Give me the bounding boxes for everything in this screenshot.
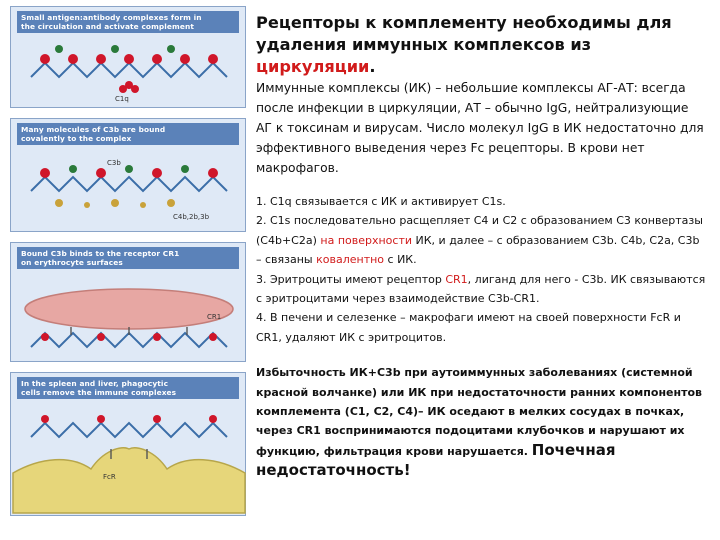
slide-title [256, 12, 708, 78]
fcr-label: FcR [103, 473, 116, 481]
clinical-note-text: Избыточность ИК+С3b при аутоиммунных заболеваниях (системной красной волчанке) или ИК при недостаточности ранних компонентов комплемента (С1, С2, С4)– ИК оседают в мелких сосудах в почках, через CR1 воспринимаются подоцитами клубочков и нарушают их функцию, фильтрация крови нарушается. [256, 366, 702, 458]
title-period: . [369, 57, 376, 76]
panel-3-caption: Bound C3b binds to the receptor CR1 on erythrocyte surfaces [17, 247, 239, 269]
figure-panel-1 [10, 6, 246, 108]
list-item-4: 4. В печени и селезенке – макрофаги имеют на своей поверхности FcR и CR1, удаляют ИК с эритроцитов. [256, 311, 681, 344]
figure-panel-2 [10, 118, 246, 232]
item-3-text-a: 3. Эритроциты имеют рецептор [256, 272, 446, 286]
c3b-label: C3b [107, 159, 121, 167]
item-3-text-b: , лиганд для него - C3b. ИК связываются с эритроцитами через взаимодействие С3b-CR1. [256, 272, 706, 306]
complement-figure [10, 6, 246, 526]
list-item-2 [256, 211, 708, 269]
fragments-label: C4b,2b,3b [173, 213, 210, 221]
item-2-text-c: с ИК. [384, 253, 417, 267]
mechanism-list [256, 192, 708, 347]
list-item-1: 1. C1q связывается с ИК и активирует С1s. [256, 195, 506, 208]
item-2-red-covalent: ковалентно [316, 253, 385, 267]
panel-1-caption: Small antigen:antibody complexes form in the circulation and activate complement [17, 11, 239, 33]
renal-failure-text: Почечная недостаточность! [256, 440, 616, 480]
figure-panel-3 [10, 242, 246, 362]
item-2-text-b: ИК, и далее – с образованием С3b. C4b, C2a, C3b – связаны [256, 233, 700, 267]
erythrocyte-shape [25, 289, 233, 329]
item-2-text-a: 2. C1s последовательно расщепляет С4 и С2 с образованием С3 конвертазы (С4b+С2a) [256, 214, 703, 247]
title-text: Рецепторы к комплементу необходимы для удаления иммунных комплексов из [256, 13, 672, 54]
title-red-text: циркуляции [256, 57, 370, 76]
text-column [256, 12, 708, 482]
item-2-red-surface: на поверхности [320, 233, 413, 247]
c1q-label: C1q [115, 95, 129, 103]
panel-4-caption: In the spleen and liver, phagocytic cells remove the immune complexes [17, 377, 239, 399]
clinical-note [256, 363, 708, 481]
intro-paragraph: Иммунные комплексы (ИК) – небольшие комплексы АГ-АТ: всегда после инфекции в циркуляции, АТ – обычно IgG, нейтрализующие АГ к токсинам и вирусам. Число молекул IgG в ИК недостаточно для эффективного выведения через Fc рецепторы. В крови нет макрофагов. [256, 81, 704, 175]
phagocyte-shape [13, 448, 245, 513]
cr1-label: CR1 [207, 313, 222, 321]
panel-2-caption: Many molecules of C3b are bound covalently to the complex [17, 123, 239, 145]
list-item-3 [256, 270, 708, 309]
figure-panel-4 [10, 372, 246, 516]
item-3-red-cr1: CR1 [445, 272, 468, 286]
